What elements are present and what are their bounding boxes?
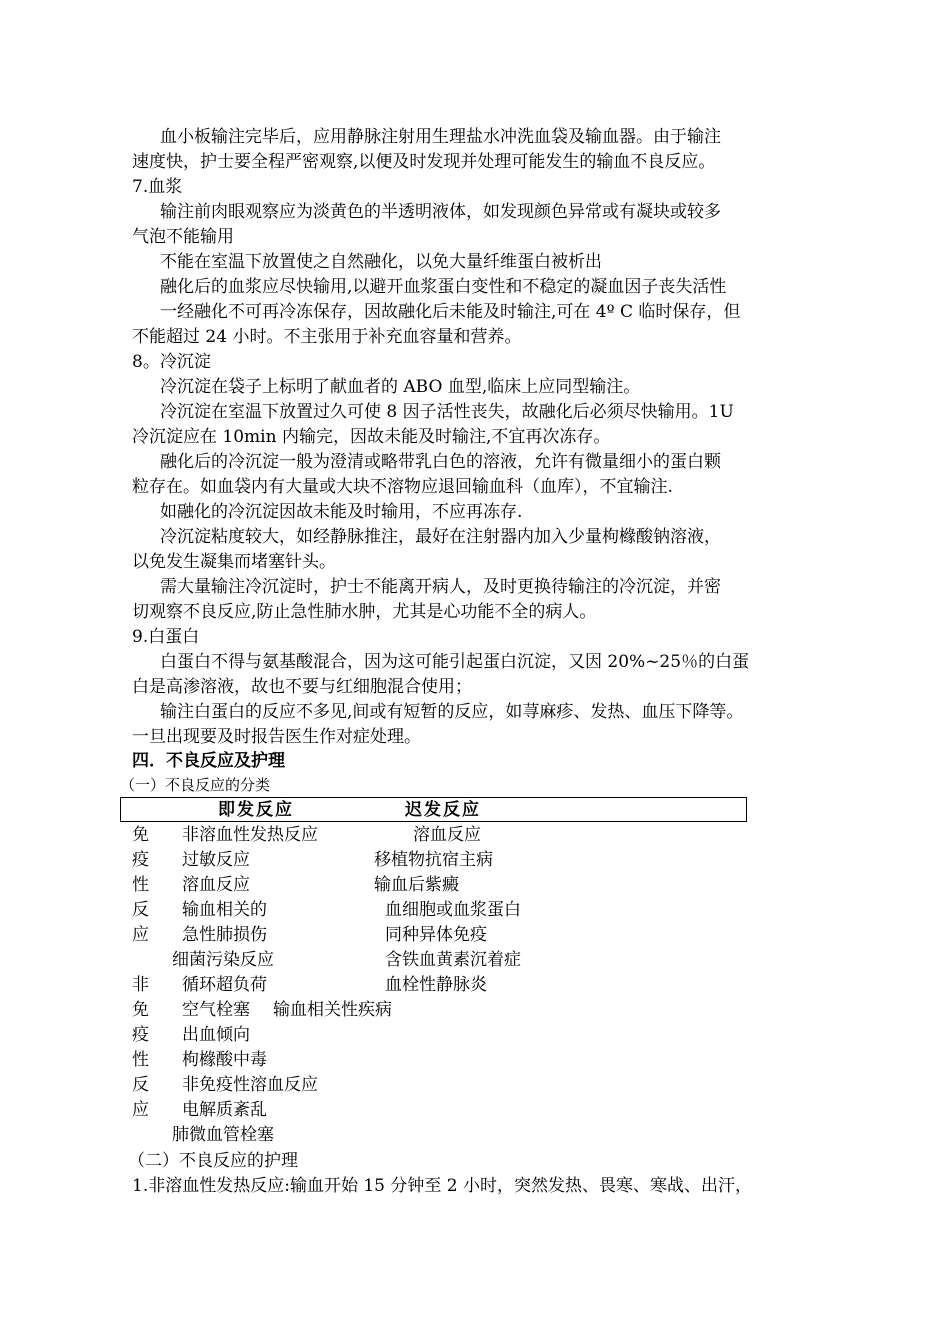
table-cell-immediate: 输血相关的: [182, 900, 267, 920]
table-cell-delayed: 同种异体免疫: [385, 925, 487, 945]
subheading: （二）不良反应的护理: [128, 1151, 298, 1171]
table-cell-immediate: 非溶血性发热反应: [182, 825, 318, 845]
paragraph-line: 融化后的冷沉淀一般为澄清或略带乳白色的溶液，允许有微量细小的蛋白颗: [160, 452, 721, 472]
paragraph-line: 切观察不良反应,防止急性肺水肿，尤其是心功能不全的病人。: [132, 602, 597, 622]
table-cell-immediate: 肺微血管栓塞: [172, 1125, 274, 1145]
table-row-label: 反: [132, 1075, 149, 1095]
paragraph-line: 1.非溶血性发热反应:输血开始 15 分钟至 2 小时，突然发热、畏寒、寒战、出汗，: [132, 1176, 753, 1196]
paragraph-line: 融化后的血浆应尽快输用,以避开血浆蛋白变性和不稳定的凝血因子丧失活性: [160, 277, 727, 297]
table-row-label: 应: [132, 1100, 149, 1120]
section-heading: 8。冷沉淀: [132, 352, 211, 372]
table-left-border: [120, 797, 121, 821]
table-cell-immediate: 细菌污染反应: [172, 950, 274, 970]
table-cell-immediate: 急性肺损伤: [182, 925, 267, 945]
chapter-heading: 四．不良反应及护理: [132, 751, 285, 771]
section-heading: 7.血浆: [132, 177, 183, 197]
paragraph-line: 一经融化不可再冷冻保存，因故融化后未能及时输注,可在 4º C 临时保存，但: [160, 302, 741, 322]
table-cell-immediate: 空气栓塞: [182, 1000, 250, 1020]
paragraph-line: 冷沉淀在袋子上标明了献血者的 ABO 血型,临床上应同型输注。: [160, 377, 641, 397]
paragraph-line: 需大量输注冷沉淀时，护士不能离开病人，及时更换待输注的冷沉淀，并密: [160, 577, 721, 597]
paragraph-line: 速度快，护士要全程严密观察,以便及时发现并处理可能发生的输血不良反应。: [132, 152, 716, 172]
paragraph-line: 不能超过 24 小时。不主张用于补充血容量和营养。: [132, 327, 522, 347]
paragraph-line: 以免发生凝集而堵塞针头。: [132, 552, 336, 572]
table-cell-immediate: 出血倾向: [182, 1025, 250, 1045]
table-row-label: 免: [132, 1000, 149, 1020]
table-cell-delayed: 血细胞或血浆蛋白: [385, 900, 521, 920]
table-row-label: 疫: [132, 1025, 149, 1045]
table-row-label: 性: [132, 1050, 149, 1070]
paragraph-line: 输注白蛋白的反应不多见,间或有短暂的反应，如荨麻疹、发热、血压下降等。: [160, 702, 744, 722]
table-cell-immediate: 循环超负荷: [182, 975, 267, 995]
table-right-border: [746, 797, 747, 821]
table-cell-delayed: 输血后紫癜: [374, 875, 459, 895]
table-cell-immediate: 电解质紊乱: [182, 1100, 267, 1120]
table-row-label: 非: [132, 975, 149, 995]
table-row-label: 疫: [132, 850, 149, 870]
table-cell-delayed: 移植物抗宿主病: [374, 850, 493, 870]
table-cell-delayed: 血栓性静脉炎: [385, 975, 487, 995]
table-cell-immediate: 过敏反应: [182, 850, 250, 870]
table-cell-delayed: 输血相关性疾病: [273, 1000, 392, 1020]
table-cell-delayed: 含铁血黄素沉着症: [385, 950, 521, 970]
table-cell-immediate: 溶血反应: [182, 875, 250, 895]
table-row-label: 应: [132, 925, 149, 945]
table-row-label: 免: [132, 825, 149, 845]
paragraph-line: 输注前肉眼观察应为淡黄色的半透明液体，如发现颜色异常或有凝块或较多: [160, 202, 721, 222]
paragraph-line: 粒存在。如血袋内有大量或大块不溶物应退回输血科（血库），不宜输注.: [132, 477, 673, 497]
subheading: （一）不良反应的分类: [120, 776, 271, 794]
table-cell-immediate: 枸橼酸中毒: [182, 1050, 267, 1070]
paragraph-line: 如融化的冷沉淀因故未能及时输用，不应再冻存.: [160, 502, 523, 522]
column-header-delayed: 迟发反应: [405, 800, 481, 820]
table-row-label: 反: [132, 900, 149, 920]
paragraph-line: 血小板输注完毕后，应用静脉注射用生理盐水冲洗血袋及输血器。由于输注: [160, 127, 721, 147]
section-heading: 9.白蛋白: [132, 627, 200, 647]
paragraph-line: 冷沉淀应在 10min 内输完，因故未能及时输注,不宜再次冻存。: [132, 427, 611, 447]
table-row-label: 性: [132, 875, 149, 895]
paragraph-line: 冷沉淀粘度较大，如经静脉推注，最好在注射器内加入少量枸橼酸钠溶液，: [160, 527, 721, 547]
paragraph-line: 白是高渗溶液，故也不要与红细胞混合使用；: [132, 677, 472, 697]
paragraph-line: 不能在室温下放置使之自然融化，以免大量纤维蛋白被析出: [160, 252, 602, 272]
table-cell-immediate: 非免疫性溶血反应: [182, 1075, 318, 1095]
table-cell-delayed: 溶血反应: [413, 825, 481, 845]
paragraph-line: 气泡不能输用: [132, 227, 234, 247]
column-header-immediate: 即发反应: [218, 800, 294, 820]
paragraph-line: 一旦出现要及时报告医生作对症处理。: [132, 727, 421, 747]
paragraph-line: 白蛋白不得与氨基酸混合，因为这可能引起蛋白沉淀，又因 20%~25％的白蛋: [160, 652, 750, 672]
paragraph-line: 冷沉淀在室温下放置过久可使 8 因子活性丧失，故融化后必须尽快输用。1U: [160, 402, 734, 422]
